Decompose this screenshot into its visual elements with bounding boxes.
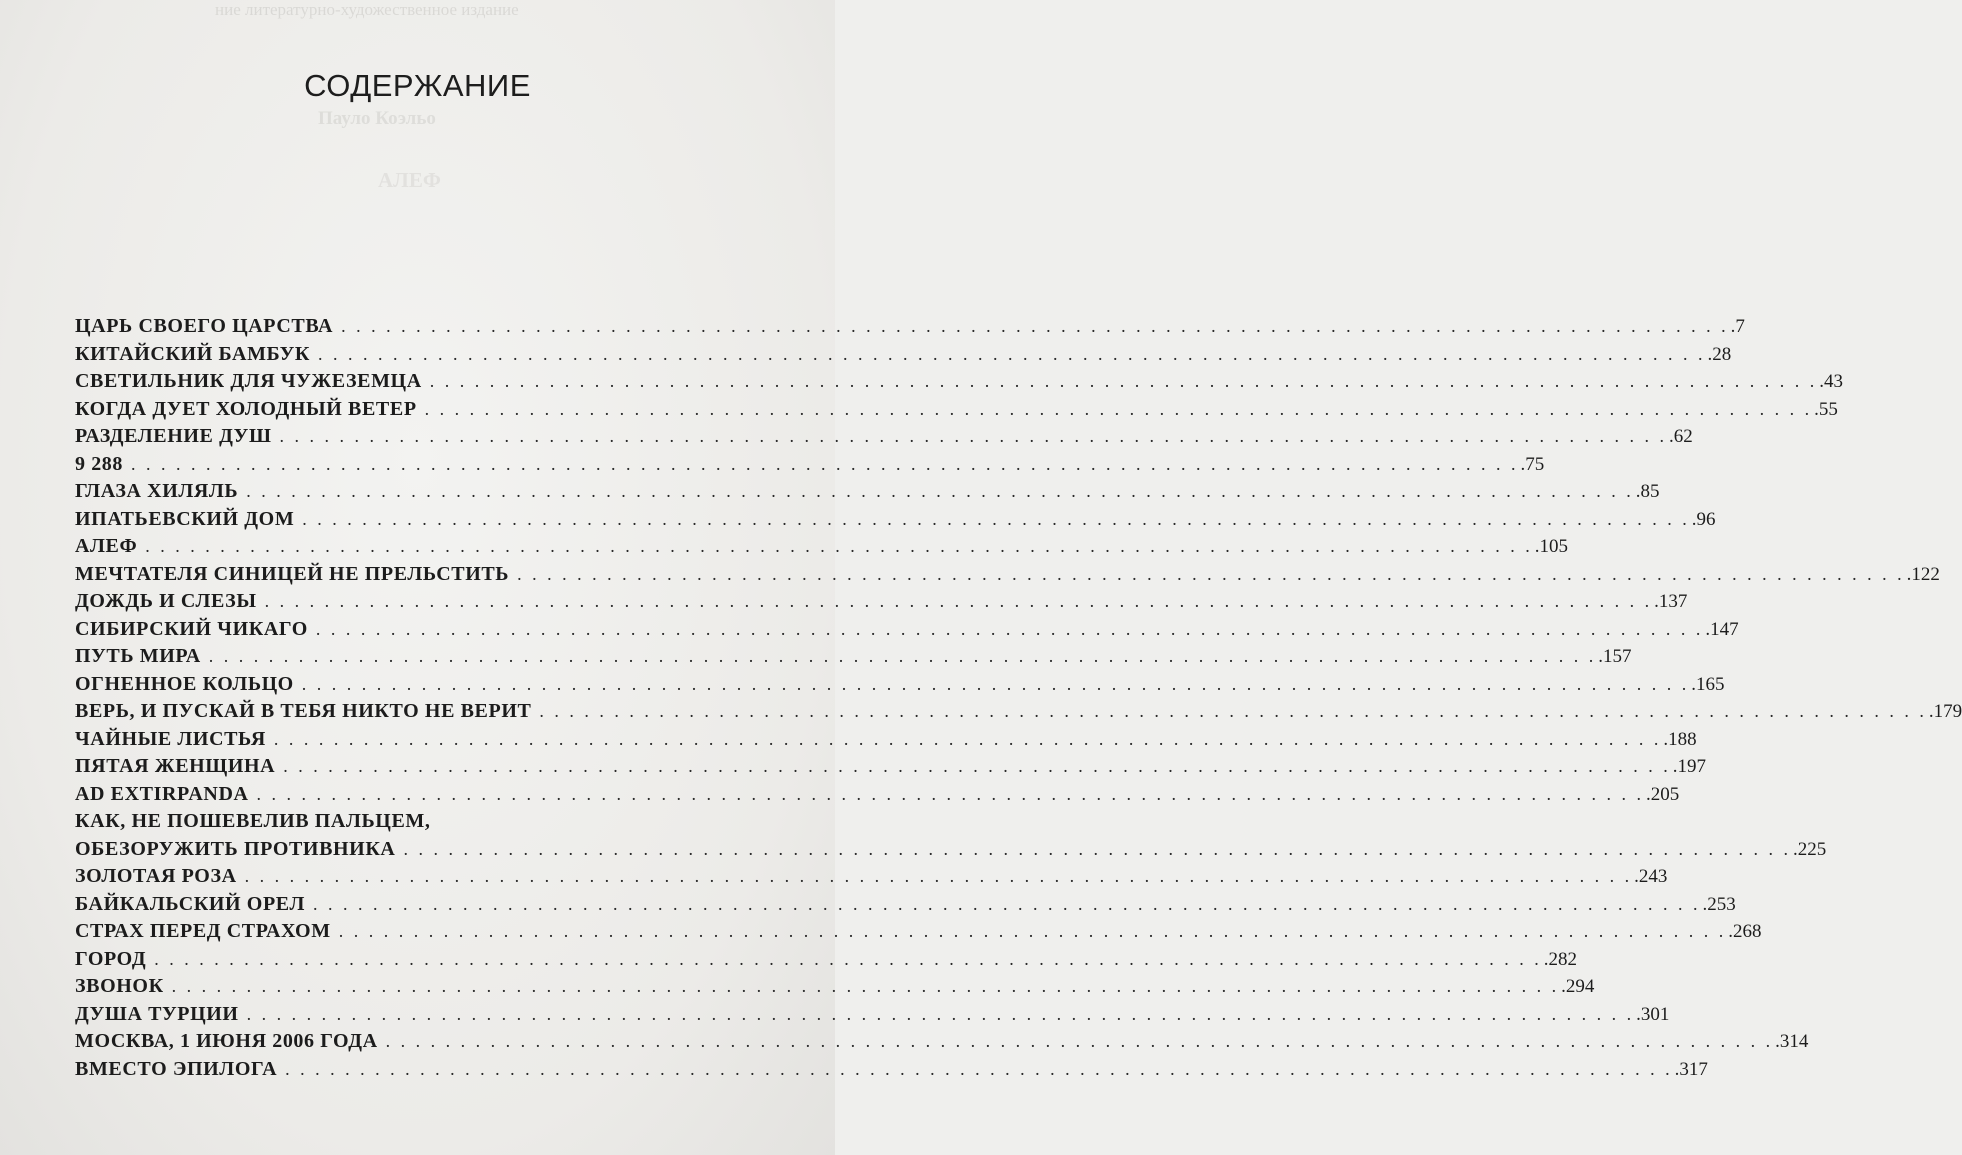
toc-entry-page: .147 xyxy=(1705,618,1739,640)
toc-entry-page: .188 xyxy=(1663,728,1697,750)
toc-entry-page: .225 xyxy=(1792,838,1827,860)
toc-entry-page: .43 xyxy=(1819,371,1844,392)
dot-leader: . . . . . . . . . . . . . . . . . . . . . . . . . . . . . . . . . . . . . . . . . . . . . . . . . . . . . . . . . . . . . . . . . . . . . . . . . . . . . . . . . . . . . . . . . . . . . xyxy=(273,728,1662,749)
toc-entry-page: .243 xyxy=(1634,866,1668,887)
toc-entry xyxy=(75,368,1844,396)
dot-leader: . . . . . . . . . . . . . . . . . . . . . . . . . . . . . . . . . . . . . . . . . . . . . . . . . . . . . . . . . . . . . . . . . . . . . . . . . . . . . . . . . . . . . . . . . . . . . xyxy=(403,838,1791,859)
toc-entry-title: ЧАЙНЫЕ ЛИСТЬЯ xyxy=(75,727,266,750)
toc-entry xyxy=(75,1056,1708,1084)
dot-leader: . . . . . . . . . . . . . . . . . . . . . . . . . . . . . . . . . . . . . . . . . . . . . . . . . . . . . . . . . . . . . . . . . . . . . . . . . . . . . . . . . . . . . . . . . . . . . xyxy=(341,316,1729,336)
page-title: СОДЕРЖАНИЕ xyxy=(304,68,531,103)
dot-leader: . . . . . . . . . . . . . . . . . . . . . . . . . . . . . . . . . . . . . . . . . . . . . . . . . . . . . . . . . . . . . . . . . . . . . . . . . . . . . . . . . . . . . . . . . . . . . xyxy=(154,948,1542,969)
bleed-through-text: АЛЕФ xyxy=(378,168,441,192)
toc-entry-page: .282 xyxy=(1543,948,1577,970)
dot-leader: . . . . . . . . . . . . . . . . . . . . . . . . . . . . . . . . . . . . . . . . . . . . . . . . . . . . . . . . . . . . . . . . . . . . . . . . . . . . . . . . . . . . . . . . . . . . . xyxy=(264,591,1653,611)
dot-leader: . . . . . . . . . . . . . . . . . . . . . . . . . . . . . . . . . . . . . . . . . . . . . . . . . . . . . . . . . . . . . . . . . . . . . . . . . . . . . . . . . . . . . . . . . . . . . xyxy=(318,343,1706,364)
toc-entry-page: .197 xyxy=(1672,756,1706,777)
toc-entry-title: ЗОЛОТАЯ РОЗА xyxy=(75,865,237,887)
toc-entry xyxy=(75,396,1838,424)
dot-leader: . . . . . . . . . . . . . . . . . . . . . . . . . . . . . . . . . . . . . . . . . . . . . . . . . . . . . . . . . . . . . . . . . . . . . . . . . . . . . . . . . . . . . . . . . . . . . xyxy=(283,756,1671,776)
toc-entry-page: .122 xyxy=(1906,563,1940,585)
toc-entry-title: ЗВОНОК xyxy=(75,975,164,997)
toc-entry-title: РАЗДЕЛЕНИЕ ДУШ xyxy=(75,425,272,447)
toc-entry-title: СТРАХ ПЕРЕД СТРАХОМ xyxy=(75,920,331,942)
toc-entry xyxy=(75,808,721,836)
toc-entry xyxy=(75,973,1595,1001)
toc-entry xyxy=(75,561,1940,589)
toc-entry xyxy=(75,781,1680,809)
toc-entry-title: ОБЕЗОРУЖИТЬ ПРОТИВНИКА xyxy=(75,837,396,860)
toc-entry-page: .294 xyxy=(1561,976,1595,997)
dot-leader: . . . . . . . . . . . . . . . . . . . . . . . . . . . . . . . . . . . . . . . . . . . . . . . . . . . . . . . . . . . . . . . . . . . . . . . . . . . . . . . . . . . . . . . . . . . . . xyxy=(302,508,1690,529)
toc-entry xyxy=(75,588,1688,616)
toc-entry-title: AD EXTIRPANDA xyxy=(75,782,249,805)
toc-entry-page: .205 xyxy=(1646,783,1680,805)
toc-entry-title: ПУТЬ МИРА xyxy=(75,645,201,667)
toc-entry xyxy=(75,616,1739,644)
toc-entry-title: ГЛАЗА ХИЛЯЛЬ xyxy=(75,480,239,502)
toc-entry-page: .253 xyxy=(1702,893,1736,915)
toc-entry-page: .62 xyxy=(1669,426,1693,447)
toc-entry-title: ВМЕСТО ЭПИЛОГА xyxy=(75,1057,278,1080)
toc-entry-title: ИПАТЬЕВСКИЙ ДОМ xyxy=(75,507,295,530)
toc-entry-page: .179 xyxy=(1928,701,1962,722)
dot-leader: . . . . . . . . . . . . . . . . . . . . . . . . . . . . . . . . . . . . . . . . . . . . . . . . . . . . . . . . . . . . . . . . . . . . . . . . . . . . . . . . . . . . . . . . . . . . . xyxy=(312,893,1701,914)
toc-entry xyxy=(75,506,1716,534)
dot-leader: . . . . . . . . . . . . . . . . . . . . . . . . . . . . . . . . . . . . . . . . . . . . . . . . . . . . . . . . . . . . . . . . . . . . . . . . . . . . . . . . . . . . . . . . . . . . . xyxy=(385,1031,1774,1051)
dot-leader: . . . . . . . . . . . . . . . . . . . . . . . . . . . . . . . . . . . . . . . . . . . . . . . . . . . . . . . . . . . . . . . . . . . . . . . . . . . . . . . . . . . . . . . . . . . . . xyxy=(244,866,1633,886)
toc-entry xyxy=(75,946,1577,974)
toc-entry-title: СИБИРСКИЙ ЧИКАГО xyxy=(75,617,308,640)
toc-entry-title: ЦАРЬ СВОЕГО ЦАРСТВА xyxy=(75,315,334,337)
dot-leader: . . . . . . . . . . . . . . . . . . . . . . . . . . . . . . . . . . . . . . . . . . . . . . . . . . . . . . . . . . . . . . . . . . . . . . . . . . . . . . . . . . . . . . . . . . . . . xyxy=(171,976,1560,996)
toc-entry xyxy=(75,341,1732,369)
toc-entry xyxy=(75,753,1706,781)
dot-leader: . . . . . . . . . . . . . . . . . . . . . . . . . . . . . . . . . . . . . . . . . . . . . . . . . . . . . . . . . . . . . . . . . . . . . . . . . . . . . . . . . . . . . . . . . . . . . xyxy=(517,563,1905,584)
toc-entry-title: КИТАЙСКИЙ БАМБУК xyxy=(75,342,311,365)
toc-entry xyxy=(75,1001,1670,1029)
toc-entry-title: 9 288 xyxy=(75,452,123,475)
toc-entry-title: ОГНЕННОЕ КОЛЬЦО xyxy=(75,672,294,695)
toc-entry-page: .75 xyxy=(1520,453,1545,475)
dot-leader: . . . . . . . . . . . . . . . . . . . . . . . . . . . . . . . . . . . . . . . . . . . . . . . . . . . . . . . . . . . . . . . . . . . . . . . . . . . . . . . . . . . . . . . . . . . . . xyxy=(338,921,1727,941)
dot-leader: . . . . . . . . . . . . . . . . . . . . . . . . . . . . . . . . . . . . . . . . . . . . . . . . . . . . . . . . . . . . . . . . . . . . . . . . . . . . . . . . . . . . . . . . . . . . . xyxy=(246,1003,1635,1024)
toc-entry-page: .157 xyxy=(1598,646,1632,667)
bleed-through-text: Пауло Коэльо xyxy=(318,108,436,129)
toc-entry-title: КОГДА ДУЕТ ХОЛОДНЫЙ ВЕТЕР xyxy=(75,397,417,420)
toc-entry-page: .317 xyxy=(1674,1058,1708,1080)
table-of-contents xyxy=(75,313,1962,1083)
dot-leader: . . . . . . . . . . . . . . . . . . . . . . . . . . . . . . . . . . . . . . . . . . . . . . . . . . . . . . . . . . . . . . . . . . . . . . . . . . . . . . . . . . . . . . . . . . . . . xyxy=(246,481,1634,501)
toc-entry xyxy=(75,671,1725,699)
toc-entry xyxy=(75,918,1762,946)
toc-entry-title: СВЕТИЛЬНИК ДЛЯ ЧУЖЕЗЕМЦА xyxy=(75,370,422,392)
toc-entry-title: ДОЖДЬ И СЛЕЗЫ xyxy=(75,590,257,612)
dot-leader: . . . . . . . . . . . . . . . . . . . . . . . . . . . . . . . . . . . . . . . . . . . . . . . . . . . . . . . . . . . . . . . . . . . . . . . . . . . . . . . . . . . . . . . . . . . . . xyxy=(285,1058,1673,1079)
toc-entry-page: .137 xyxy=(1654,591,1688,612)
toc-entry-title: БАЙКАЛЬСКИЙ ОРЕЛ xyxy=(75,892,305,915)
toc-entry-page: .301 xyxy=(1636,1003,1670,1025)
toc-entry xyxy=(75,533,1569,561)
toc-entry-page: .105 xyxy=(1534,536,1569,557)
dot-leader: . . . . . . . . . . . . . . . . . . . . . . . . . . . . . . . . . . . . . . . . . . . . . . . . . . . . . . . . . . . . . . . . . . . . . . . . . . . . . . . . . . . . . . . . . . . . . xyxy=(145,536,1533,556)
toc-entry-title: ПЯТАЯ ЖЕНЩИНА xyxy=(75,755,276,777)
toc-entry xyxy=(75,891,1736,919)
toc-entry-page: .96 xyxy=(1691,508,1716,530)
toc-entry-title: АЛЕФ xyxy=(75,535,138,557)
toc-entry xyxy=(75,451,1545,479)
toc-entry xyxy=(75,863,1668,891)
toc-entry xyxy=(75,698,1962,726)
toc-entry-page: .85 xyxy=(1635,481,1660,502)
toc-entry xyxy=(75,478,1660,506)
dot-leader: . . . . . . . . . . . . . . . . . . . . . . . . . . . . . . . . . . . . . . . . . . . . . . . . . . . . . . . . . . . . . . . . . . . . . . . . . . . . . . . . . . . . . . . . . . . . . xyxy=(539,701,1927,721)
toc-entry-page: .28 xyxy=(1707,343,1732,365)
toc-entry-page: .165 xyxy=(1691,673,1725,695)
toc-entry-title: ГОРОД xyxy=(75,947,147,970)
toc-entry-title: КАК, НЕ ПОШЕВЕЛИВ ПАЛЬЦЕМ, xyxy=(75,810,431,832)
dot-leader: . . . . . . . . . . . . . . . . . . . . . . . . . . . . . . . . . . . . . . . . . . . . . . . . . . . . . . . . . . . . . . . . . . . . . . . . . . . . . . . . . . . . . . . . . . . . . xyxy=(301,673,1690,694)
dot-leader: . . . . . . . . . . . . . . . . . . . . . . . . . . . . . . . . . . . . . . . . . . . . . . . . . . . . . . . . . . . . . . . . . . . . . . . . . . . . . . . . . . . . . . . . . . . . . xyxy=(131,453,1519,474)
dot-leader: . . . . . . . . . . . . . . . . . . . . . . . . . . . . . . . . . . . . . . . . . . . . . . . . . . . . . . . . . . . . . . . . . . . . . . . . . . . . . . . . . . . . . . . . . . . . . xyxy=(256,783,1645,804)
dot-leader: . . . . . . . . . . . . . . . . . . . . . . . . . . . . . . . . . . . . . . . . . . . . . . . . . . . . . . . . . . . . . . . . . . . . . . . . . . . . . . . . . . . . . . . . . . . . . xyxy=(424,398,1813,419)
toc-entry-page: .55 xyxy=(1814,398,1838,420)
toc-entry xyxy=(75,726,1697,754)
dot-leader: . . . . . . . . . . . . . . . . . . . . . . . . . . . . . . . . . . . . . . . . . . . . . . . . . . . . . . . . . . . . . . . . . . . . . . . . . . . . . . . . . . . . . . . . . . . . . xyxy=(429,371,1818,391)
toc-entry xyxy=(75,313,1745,341)
toc-entry-page: .314 xyxy=(1775,1031,1809,1052)
dot-leader: . . . . . . . . . . . . . . . . . . . . . . . . . . . . . . . . . . . . . . . . . . . . . . . . . . . . . . . . . . . . . . . . . . . . . . . . . . . . . . . . . . . . . . . . . . . . . xyxy=(315,618,1704,639)
toc-entry-title: МОСКВА, 1 ИЮНЯ 2006 ГОДА xyxy=(75,1030,378,1052)
toc-entry xyxy=(75,1028,1809,1056)
toc-entry xyxy=(75,836,1827,864)
toc-entry xyxy=(75,643,1632,671)
toc-entry xyxy=(75,423,1693,451)
toc-entry-page: .7 xyxy=(1730,316,1745,337)
toc-entry-title: ВЕРЬ, И ПУСКАЙ В ТЕБЯ НИКТО НЕ ВЕРИТ xyxy=(75,700,532,722)
toc-entry-page: .268 xyxy=(1728,921,1762,942)
dot-leader: . . . . . . . . . . . . . . . . . . . . . . . . . . . . . . . . . . . . . . . . . . . . . . . . . . . . . . . . . . . . . . . . . . . . . . . . . . . . . . . . . . . . . . . . . . . . . xyxy=(279,426,1668,446)
toc-entry-title: МЕЧТАТЕЛЯ СИНИЦЕЙ НЕ ПРЕЛЬСТИТЬ xyxy=(75,562,510,585)
bleed-through-text: ние литературно-художественное издание xyxy=(215,0,519,19)
toc-entry-title: ДУША ТУРЦИИ xyxy=(75,1002,239,1025)
dot-leader: . . . . . . . . . . . . . . . . . . . . . . . . . . . . . . . . . . . . . . . . . . . . . . . . . . . . . . . . . . . . . . . . . . . . . . . . . . . . . . . . . . . . . . . . . . . . . xyxy=(208,646,1597,666)
